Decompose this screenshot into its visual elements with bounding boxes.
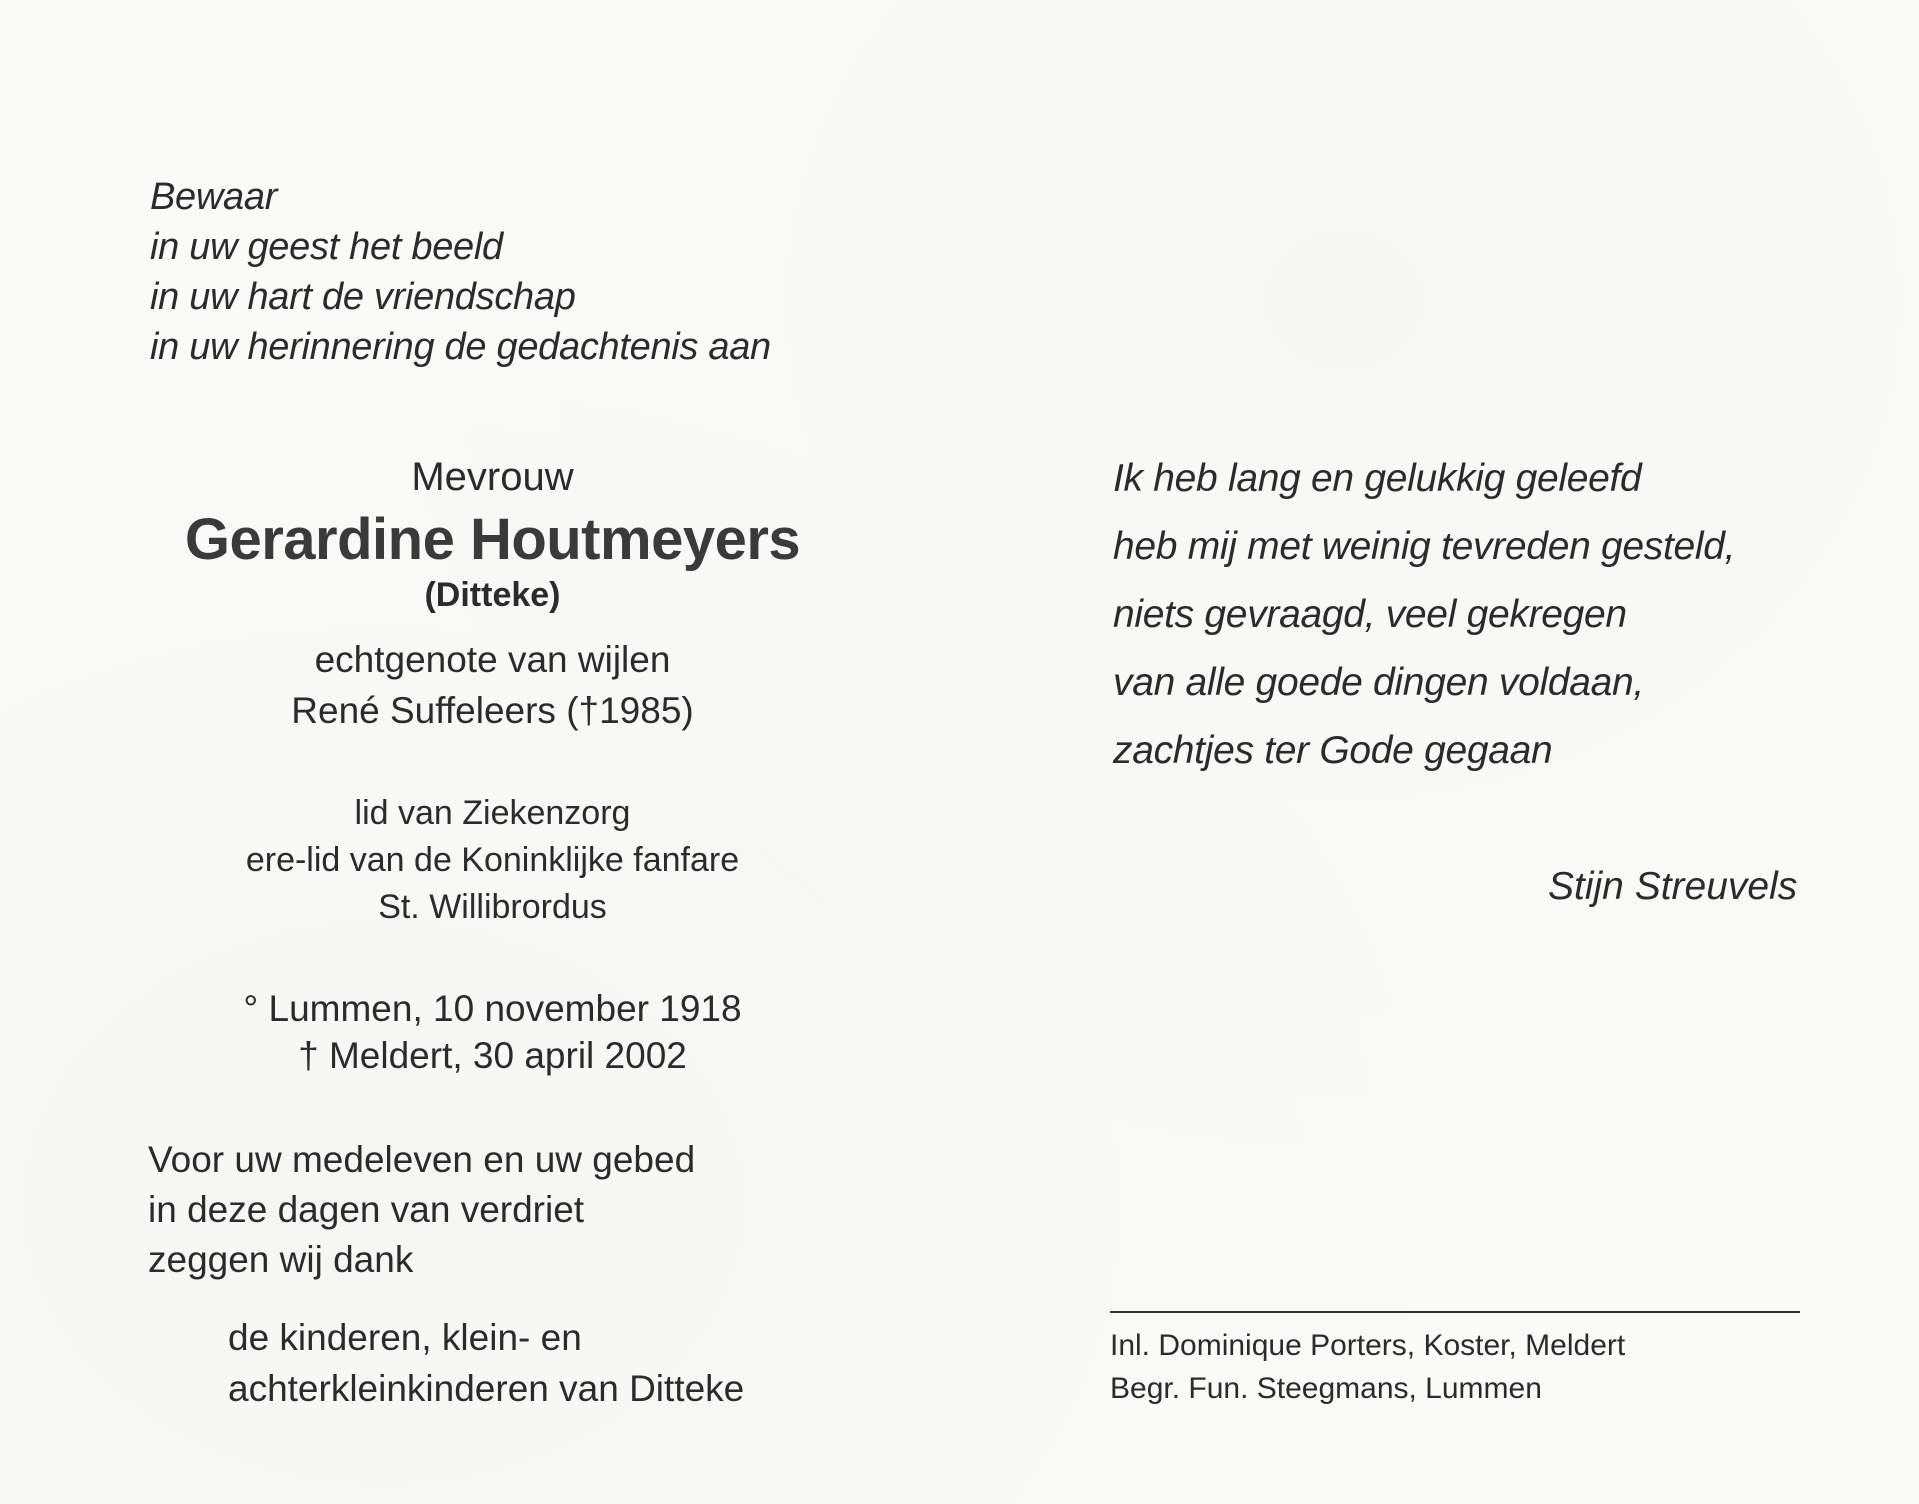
thanks-line: zeggen wij dank bbox=[148, 1239, 414, 1280]
credit-line: Begr. Fun. Steegmans, Lummen bbox=[1110, 1372, 1542, 1405]
birth-date: ° Lummen, 10 november 1918 bbox=[243, 988, 742, 1029]
intro-line: in uw geest het beeld bbox=[150, 226, 503, 268]
deceased-title: Mevrouw bbox=[411, 455, 574, 499]
memberships bbox=[140, 790, 845, 931]
death-date: † Meldert, 30 april 2002 bbox=[298, 1035, 687, 1076]
intro-line: in uw hart de vriendschap bbox=[150, 276, 576, 318]
family-line: achterkleinkinderen van Ditteke bbox=[228, 1368, 745, 1409]
intro-line: Bewaar bbox=[150, 176, 278, 218]
credits bbox=[1110, 1324, 1625, 1410]
divider bbox=[1110, 1311, 1800, 1313]
poem bbox=[1113, 445, 1735, 785]
family-line: de kinderen, klein- en bbox=[228, 1317, 582, 1358]
spouse-line: René Suffeleers (†1985) bbox=[291, 690, 694, 731]
deceased-name: Gerardine Houtmeyers bbox=[184, 507, 801, 572]
thanks-text bbox=[148, 1135, 695, 1285]
family-signature bbox=[228, 1312, 744, 1414]
poem-line: van alle goede dingen voldaan, bbox=[1113, 661, 1644, 704]
thanks-line: Voor uw medeleven en uw gebed bbox=[148, 1139, 696, 1180]
poem-line: Ik heb lang en gelukkig geleefd bbox=[1113, 457, 1642, 500]
spouse-info bbox=[140, 634, 845, 736]
poem-author: Stijn Streuvels bbox=[1548, 865, 1798, 908]
intro-verse bbox=[150, 172, 771, 372]
intro-line: in uw herinnering de gedachtenis aan bbox=[150, 326, 771, 368]
poem-line: niets gevraagd, veel gekregen bbox=[1113, 593, 1627, 636]
life-dates bbox=[140, 985, 845, 1079]
spouse-line: echtgenote van wijlen bbox=[314, 639, 671, 680]
membership-line: ere-lid van de Koninklijke fanfare bbox=[245, 841, 740, 879]
poem-line: heb mij met weinig tevreden gesteld, bbox=[1113, 525, 1736, 568]
credit-line: Inl. Dominique Porters, Koster, Meldert bbox=[1110, 1329, 1626, 1362]
poem-line: zachtjes ter Gode gegaan bbox=[1113, 729, 1553, 772]
thanks-line: in deze dagen van verdriet bbox=[148, 1189, 585, 1230]
membership-line: St. Willibrordus bbox=[378, 888, 607, 926]
deceased-nickname: (Ditteke) bbox=[424, 576, 561, 614]
membership-line: lid van Ziekenzorg bbox=[354, 794, 631, 832]
